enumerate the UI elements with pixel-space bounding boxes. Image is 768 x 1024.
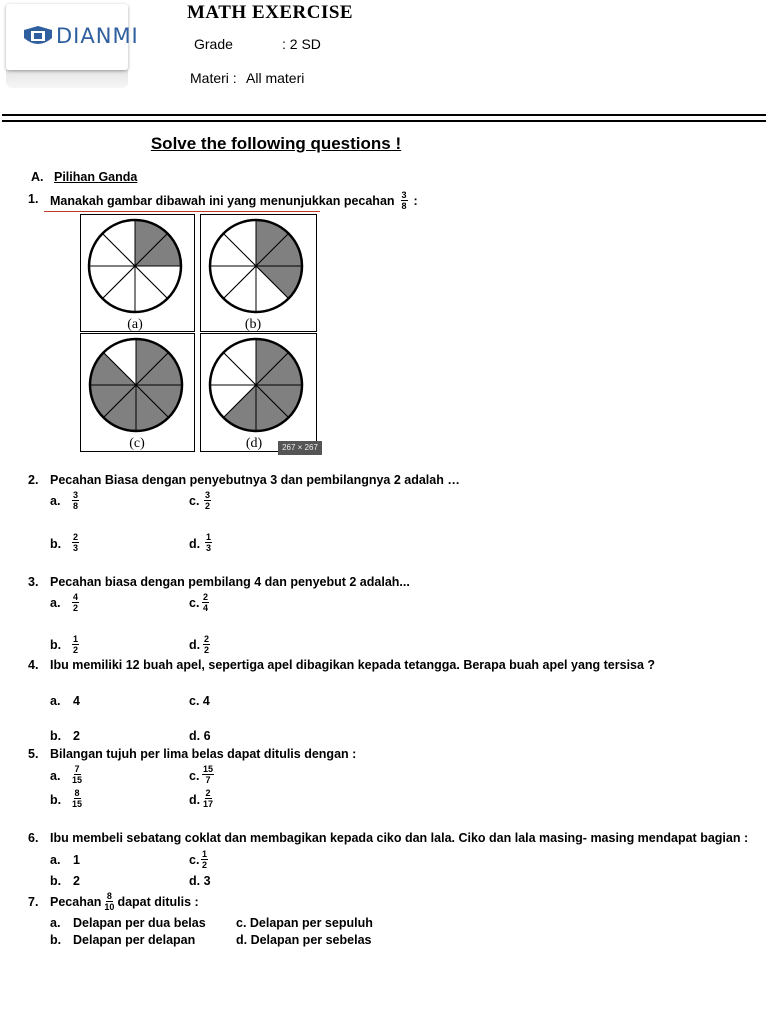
q5-option-a[interactable]: $\frac{7}{15}$	[72, 764, 83, 785]
q1-line	[50, 190, 418, 211]
figure-label-a: (a)	[127, 317, 143, 332]
q7-suffix: dapat ditulis :	[117, 894, 199, 909]
q5-option-d[interactable]: $\frac{2}{17}$	[203, 788, 214, 809]
q6-option-c[interactable]: $\frac{1}{2}$	[202, 849, 208, 870]
q2-text: Pecahan Biasa dengan penyebutnya 3 dan pembilangnya 2 adalah …	[50, 473, 460, 487]
q7-option-b[interactable]: Delapan per delapan	[73, 933, 196, 947]
grade-label: Grade	[194, 36, 233, 52]
q1-number: 1.	[28, 192, 39, 206]
q5-option-b[interactable]: $\frac{8}{15}$	[72, 788, 83, 809]
figure-label-d: (d)	[245, 436, 263, 451]
q4-option-d[interactable]: d. 6	[189, 729, 211, 743]
q7-option-c[interactable]: c. Delapan per sepuluh	[236, 916, 373, 930]
q3-option-b[interactable]: $\frac{1}{2}$	[73, 634, 79, 655]
materi-value: All materi	[246, 70, 305, 86]
q4-option-b-letter: b.	[50, 729, 62, 743]
q6-option-d[interactable]: d. 3	[189, 874, 211, 888]
header-divider-top	[2, 114, 766, 116]
q3-option-a-letter: a.	[50, 596, 61, 610]
q7-option-d[interactable]: d. Delapan per sebelas	[236, 933, 372, 947]
materi-label: Materi :	[190, 70, 237, 86]
q1-suffix: :	[413, 193, 418, 208]
q5-option-b-letter: b.	[50, 793, 62, 807]
q5-option-c-letter: c.	[189, 769, 200, 783]
circle-a	[89, 220, 181, 312]
q2-option-a-letter: a.	[50, 494, 61, 508]
q2-option-d[interactable]: $\frac{1}{3}$	[206, 532, 212, 553]
spellcheck-underline	[44, 211, 320, 212]
circle-c	[90, 339, 182, 431]
q5-text: Bilangan tujuh per lima belas dapat ditulis dengan :	[50, 747, 357, 761]
q2-number: 2.	[28, 473, 39, 487]
q3-number: 3.	[28, 575, 39, 589]
q5-option-d-letter: d.	[189, 793, 201, 807]
q4-option-a[interactable]: 4	[73, 694, 80, 708]
q7-option-a[interactable]: Delapan per dua belas	[73, 916, 206, 930]
q6-option-a[interactable]: 1	[73, 853, 80, 867]
q6-option-b[interactable]: 2	[73, 874, 80, 888]
q7-line	[50, 891, 199, 912]
section-title: Pilihan Ganda	[54, 170, 138, 184]
q3-option-b-letter: b.	[50, 638, 62, 652]
q7-number: 7.	[28, 895, 39, 909]
q4-option-c[interactable]: c. 4	[189, 694, 210, 708]
q5-option-c[interactable]: $\frac{15}{7}$	[203, 764, 214, 785]
q3-option-d[interactable]: $\frac{2}{2}$	[204, 634, 210, 655]
q1-fraction: $\frac{3}{8}$	[401, 190, 407, 211]
circle-b	[210, 220, 302, 312]
q4-text: Ibu memiliki 12 buah apel, sepertiga apel dibagikan kepada tetangga. Berapa buah apel yang tersisa ?	[50, 658, 656, 672]
q5-option-a-letter: a.	[50, 769, 61, 783]
q2-option-c[interactable]: $\frac{3}{2}$	[205, 490, 211, 511]
page-title: MATH EXERCISE	[187, 2, 354, 23]
q4-option-b[interactable]: 2	[73, 729, 80, 743]
q1-text: Manakah gambar dibawah ini yang menunjukkan pecahan	[50, 193, 395, 208]
figure-label-c: (c)	[129, 436, 145, 451]
q2-option-b-letter: b.	[50, 537, 62, 551]
q3-option-c-letter: c.	[189, 596, 200, 610]
q1-fraction-circles-figure	[80, 214, 322, 454]
header-divider-bottom	[2, 120, 766, 122]
q3-text: Pecahan biasa dengan pembilang 4 dan penyebut 2 adalah...	[50, 575, 410, 589]
logo-shadow	[6, 70, 128, 88]
instructions-heading: Solve the following questions !	[150, 134, 402, 153]
q7-prefix: Pecahan	[50, 894, 102, 909]
figure-label-b: (b)	[244, 317, 262, 332]
q2-option-d-letter: d.	[189, 537, 201, 551]
logo-emblem-icon	[22, 26, 54, 48]
q6-number: 6.	[28, 831, 39, 845]
section-letter: A.	[31, 170, 44, 184]
grade-value: : 2 SD	[282, 36, 321, 52]
q7-fraction: $\frac{8}{10}$	[104, 891, 115, 912]
q4-number: 4.	[28, 658, 39, 672]
q6-option-a-letter: a.	[50, 853, 61, 867]
q3-option-a[interactable]: $\frac{4}{2}$	[73, 592, 79, 613]
q6-text: Ibu membeli sebatang coklat dan membagikan kepada ciko dan lala. Ciko dan lala masing- masing mendapat bagian :	[50, 831, 749, 845]
circle-d	[210, 339, 302, 431]
q7-option-b-letter: b.	[50, 933, 62, 947]
q3-option-c[interactable]: $\frac{2}{4}$	[203, 592, 209, 613]
q2-option-b[interactable]: $\frac{2}{3}$	[73, 532, 79, 553]
q6-option-c-letter: c.	[189, 853, 200, 867]
logo-text: DIANMI	[56, 24, 139, 48]
q2-option-a[interactable]: $\frac{3}{8}$	[73, 490, 79, 511]
q2-option-c-letter: c.	[189, 494, 200, 508]
q4-option-a-letter: a.	[50, 694, 61, 708]
q6-option-b-letter: b.	[50, 874, 62, 888]
q7-option-a-letter: a.	[50, 916, 61, 930]
q3-option-d-letter: d.	[189, 638, 201, 652]
q5-number: 5.	[28, 747, 39, 761]
image-size-badge: 267 × 267	[278, 441, 322, 455]
